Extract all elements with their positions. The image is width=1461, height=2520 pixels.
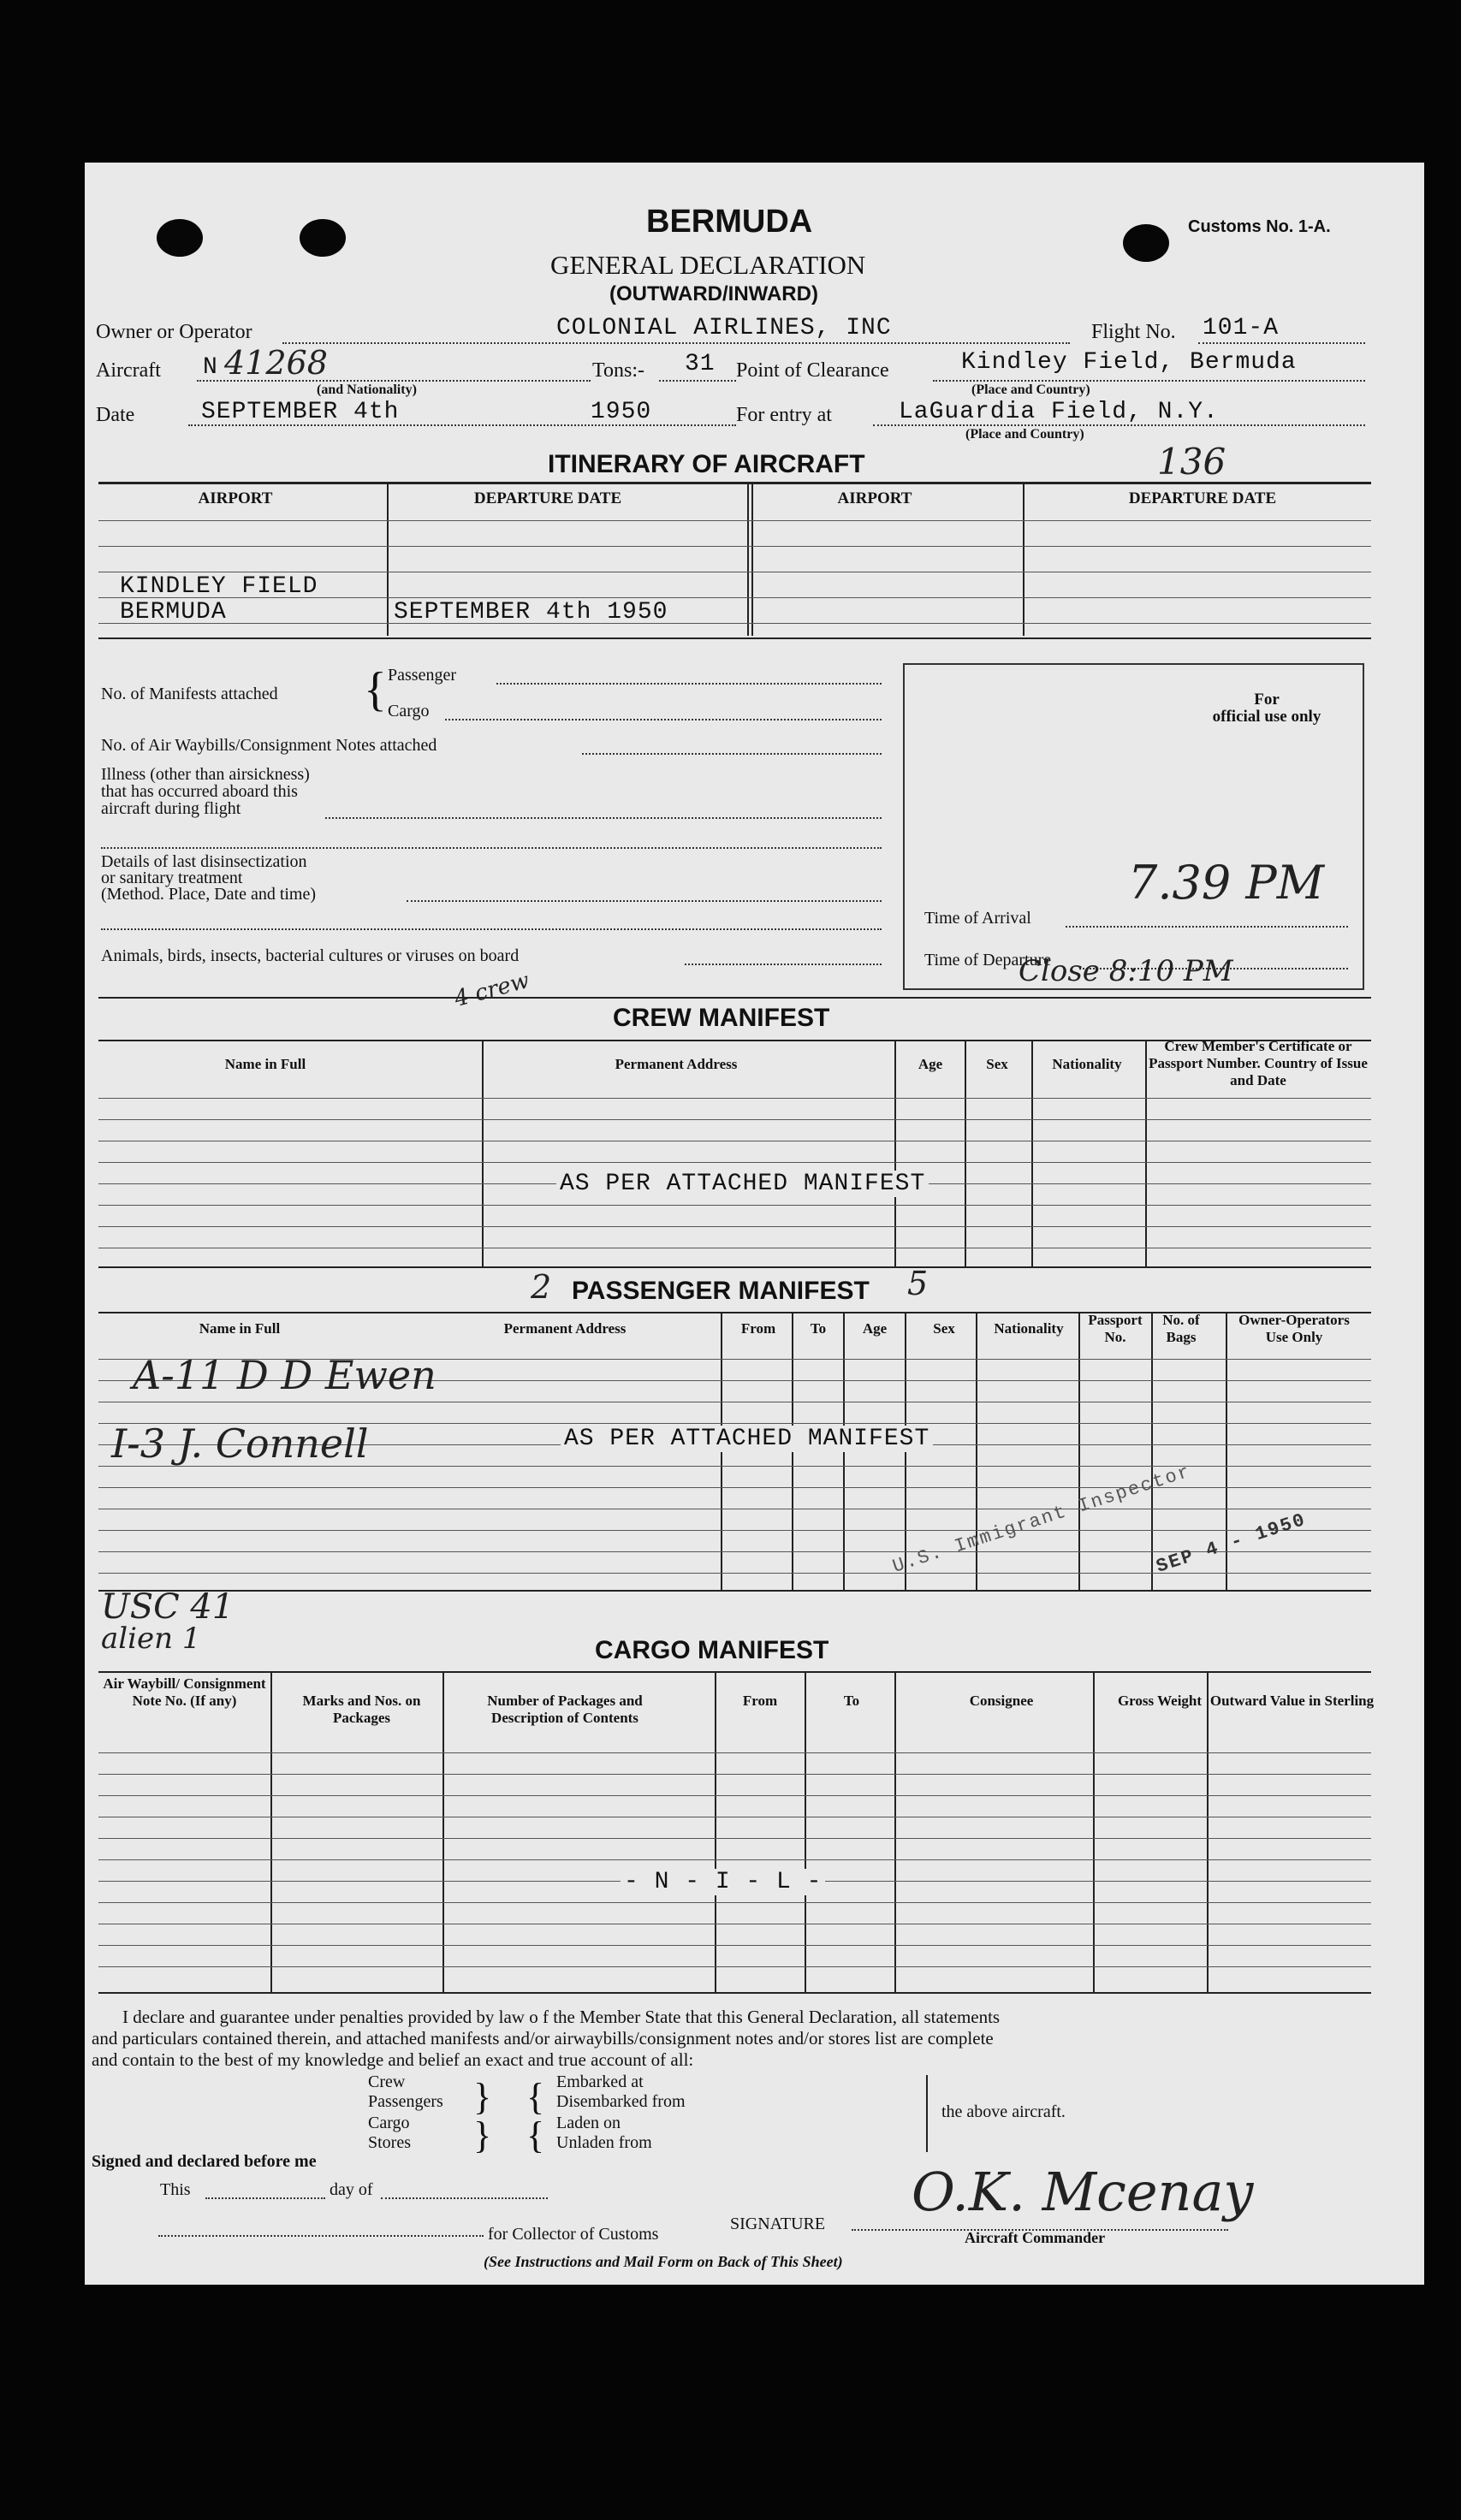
crew-col-sex: Sex <box>986 1056 1008 1072</box>
passenger-col-age: Age <box>862 1320 888 1337</box>
animals-label: Animals, birds, insects, bacterial cultures or viruses on board <box>101 946 520 965</box>
aircraft-label: Aircraft <box>96 359 161 382</box>
cargo-line <box>445 719 882 720</box>
crew-hand-note: 4 crew <box>451 967 532 1013</box>
illness-line <box>325 817 882 819</box>
waybills-line <box>582 753 882 755</box>
cargo-row-rule <box>98 1752 1371 1753</box>
entry-label: For entry at <box>736 404 832 426</box>
passenger-col-to: To <box>810 1320 827 1337</box>
passenger-col-owner: Owner-Operators Use Only <box>1238 1312 1350 1345</box>
form-subtitle: GENERAL DECLARATION <box>550 250 866 280</box>
date-value: SEPTEMBER 4th <box>201 399 400 425</box>
crew-col-divider <box>1031 1040 1033 1266</box>
customs-number: Customs No. 1-A. <box>1188 217 1331 236</box>
clearance-value: Kindley Field, Bermuda <box>961 349 1297 376</box>
cargo-col-number: Number of Packages and Description of Contents <box>487 1693 643 1726</box>
cargo-col-divider <box>715 1671 716 1992</box>
departure-label: Time of Departure <box>924 951 1052 969</box>
immigration-stamp-date: SEP 4 - 1950 <box>1154 1509 1310 1578</box>
cargo-col-consignee: Consignee <box>969 1693 1034 1709</box>
itinerary-col-divider <box>387 482 389 636</box>
brace: { <box>526 2076 545 2118</box>
passenger-hand-row-2: I-3 J. Connell <box>111 1420 369 1467</box>
day-of-line <box>381 2197 548 2199</box>
this-line <box>205 2197 325 2199</box>
cargo-col-divider <box>1207 1671 1209 1992</box>
cargo-title: CARGO MANIFEST <box>595 1636 829 1664</box>
cargo-col-from: From <box>742 1693 778 1709</box>
declaration-text-3: and contain to the best of my knowledge and belief an exact and true account of all: <box>92 2049 694 2070</box>
itinerary-title: ITINERARY OF AIRCRAFT <box>548 450 865 478</box>
commander-label: Aircraft Commander <box>965 2229 1106 2246</box>
itinerary-row2-date: SEPTEMBER 4th 1950 <box>394 599 668 626</box>
commander-signature: O.K. Mcenay <box>912 2161 1254 2223</box>
disinsect-line <box>101 928 882 930</box>
passenger-col-bags: No. of Bags <box>1162 1312 1200 1345</box>
declaration-crew: Crew <box>368 2072 406 2091</box>
cargo-body: - N - I - L - <box>621 1869 825 1895</box>
itinerary-row-rule <box>98 623 1371 624</box>
crew-col-address: Permanent Address <box>615 1056 738 1072</box>
tons-line <box>659 380 736 382</box>
declaration-text-1: I declare and guarantee under penalties provided by law o f the Member State that this General Declaration, all statements <box>122 2007 1001 2027</box>
nationality-note: (and Nationality) <box>317 382 417 397</box>
passenger-label: Passenger <box>388 666 456 685</box>
passenger-col-divider <box>1078 1312 1080 1590</box>
brace: } <box>473 2114 492 2156</box>
flight-value: 101-A <box>1203 315 1280 341</box>
no-manifests-label: No. of Manifests attached <box>101 685 278 703</box>
owner-label: Owner or Operator <box>96 321 252 343</box>
declaration-text-2: and particulars contained therein, and attached manifests and/or airwaybills/consignment notes and/or stores list are complete <box>92 2028 994 2049</box>
crew-row-rule <box>98 1205 1371 1206</box>
cargo-top-rule <box>98 1671 1371 1673</box>
cargo-col-marks: Marks and Nos. on Packages <box>302 1693 421 1726</box>
arrival-line <box>1066 926 1348 928</box>
crew-col-name: Name in Full <box>224 1056 306 1072</box>
declaration-laden: Laden on <box>556 2114 621 2132</box>
crew-col-divider <box>965 1040 966 1266</box>
itinerary-top-rule <box>98 482 1371 484</box>
crew-col-nationality: Nationality <box>1052 1056 1122 1072</box>
illness-label-2: that has occurred aboard this <box>101 782 298 801</box>
declaration-cargo: Cargo <box>368 2114 410 2132</box>
cargo-col-divider <box>442 1671 444 1992</box>
entry-note: (Place and Country) <box>965 427 1084 442</box>
passenger-col-address: Permanent Address <box>503 1320 627 1337</box>
cargo-row-rule <box>98 1795 1371 1796</box>
hand-number: 136 <box>1157 441 1226 483</box>
passenger-col-nationality: Nationality <box>994 1320 1064 1337</box>
owner-line <box>282 342 1070 344</box>
passenger-hand-alien: alien 1 <box>101 1622 201 1656</box>
crew-bottom-rule <box>98 1266 1371 1268</box>
waybills-label: No. of Air Waybills/Consignment Notes attached <box>101 736 437 755</box>
this-label: This <box>160 2180 191 2199</box>
passenger-col-name: Name in Full <box>199 1320 281 1337</box>
cargo-label: Cargo <box>388 702 430 720</box>
disinsect-line <box>407 900 882 902</box>
disinsect-label-2: or sanitary treatment <box>101 869 243 887</box>
passenger-col-divider <box>1151 1312 1153 1590</box>
passenger-hand-left: 2 <box>531 1268 552 1306</box>
owner-value: COLONIAL AIRLINES, INC <box>556 315 892 341</box>
entry-line <box>873 424 1365 426</box>
passenger-hand-usc: USC 41 <box>101 1587 235 1627</box>
signature-label: SIGNATURE <box>730 2215 826 2233</box>
date-line <box>188 424 736 426</box>
punch-hole <box>300 219 346 257</box>
itinerary-col-departure-2: DEPARTURE DATE <box>1128 489 1277 507</box>
passenger-col-sex: Sex <box>933 1320 955 1337</box>
passenger-col-passport: Passport No. <box>1088 1312 1143 1345</box>
cargo-row-rule <box>98 1838 1371 1839</box>
form-subtitle-2: (OUTWARD/INWARD) <box>609 282 818 305</box>
clearance-label: Point of Clearance <box>736 359 889 382</box>
crew-body: AS PER ATTACHED MANIFEST <box>556 1171 929 1197</box>
punch-hole <box>1123 224 1169 262</box>
disinsect-label-3: (Method. Place, Date and time) <box>101 885 317 904</box>
crew-col-divider <box>894 1040 896 1266</box>
itinerary-col-departure: DEPARTURE DATE <box>473 489 622 507</box>
itinerary-col-airport: AIRPORT <box>198 489 273 507</box>
arrival-hand: 7.39 PM <box>1128 856 1325 910</box>
cargo-row-rule <box>98 1966 1371 1967</box>
crew-col-cert: Crew Member's Certificate or Passport Number. Country of Issue and Date <box>1149 1038 1368 1088</box>
official-use-label: For official use only <box>1212 691 1321 726</box>
collector-line <box>158 2235 484 2237</box>
cargo-col-value: Outward Value in Sterling <box>1209 1693 1375 1709</box>
passenger-bottom-rule <box>98 1590 1371 1592</box>
animals-line <box>685 964 882 965</box>
itinerary-col-divider <box>747 482 749 636</box>
declaration-passengers: Passengers <box>368 2092 443 2111</box>
crew-col-age: Age <box>918 1056 943 1072</box>
brace: } <box>473 2076 492 2118</box>
declaration-stores: Stores <box>368 2133 411 2152</box>
collector-label: for Collector of Customs <box>488 2225 659 2244</box>
passenger-title: PASSENGER MANIFEST <box>572 1277 870 1305</box>
immigration-stamp: U.S. Immigrant Inspector <box>890 1461 1194 1578</box>
crew-title: CREW MANIFEST <box>613 1004 830 1032</box>
passenger-row-rule <box>98 1487 1371 1488</box>
tons-value: 31 <box>685 351 716 377</box>
declaration-above: the above aircraft. <box>941 2102 1066 2121</box>
passenger-body: AS PER ATTACHED MANIFEST <box>561 1426 933 1452</box>
declaration-disembarked: Disembarked from <box>556 2092 686 2111</box>
passenger-row-rule <box>98 1530 1371 1531</box>
crew-row-rule <box>98 1098 1371 1099</box>
year-value: 1950 <box>591 399 652 425</box>
aircraft-line <box>197 380 591 382</box>
cargo-row-rule <box>98 1902 1371 1903</box>
cargo-col-divider <box>805 1671 806 1992</box>
tons-label: Tons:- <box>592 359 644 382</box>
disinsect-label-1: Details of last disinsectization <box>101 852 307 871</box>
section-rule <box>98 997 1371 999</box>
cargo-bottom-rule <box>98 1992 1371 1994</box>
signed-label: Signed and declared before me <box>92 2152 317 2171</box>
cargo-col-divider <box>270 1671 272 1992</box>
cargo-col-waybill: Air Waybill/ Consignment Note No. (If any) <box>103 1675 266 1709</box>
cargo-col-divider <box>1093 1671 1095 1992</box>
passenger-col-from: From <box>740 1320 776 1337</box>
illness-label-1: Illness (other than airsickness) <box>101 765 310 784</box>
brace: { <box>526 2114 545 2156</box>
itinerary-row2-airport: BERMUDA <box>120 599 227 626</box>
crew-row-rule <box>98 1226 1371 1227</box>
crew-col-divider <box>1145 1040 1147 1266</box>
clearance-note: (Place and Country) <box>971 382 1090 397</box>
passenger-line <box>496 683 882 685</box>
itinerary-row1-airport: KINDLEY FIELD <box>120 573 318 600</box>
cargo-row-rule <box>98 1945 1371 1946</box>
itinerary-col-divider <box>751 482 753 636</box>
itinerary-col-divider <box>1023 482 1024 636</box>
brace: { <box>364 663 387 716</box>
cargo-col-divider <box>894 1671 896 1992</box>
bracket-line <box>926 2075 928 2152</box>
illness-label-3: aircraft during flight <box>101 799 241 818</box>
entry-value: LaGuardia Field, N.Y. <box>899 399 1219 425</box>
crew-row-rule <box>98 1119 1371 1120</box>
cargo-col-to: To <box>843 1693 860 1709</box>
declaration-unladen: Unladen from <box>556 2133 652 2152</box>
crew-col-divider <box>482 1040 484 1266</box>
aircraft-value: N <box>203 354 218 381</box>
departure-hand: Close 8:10 PM <box>1019 954 1233 988</box>
passenger-hand-row-1: A-11 D D Ewen <box>133 1352 437 1398</box>
cargo-row-rule <box>98 1859 1371 1860</box>
day-of-label: day of <box>330 2180 373 2199</box>
declaration-embarked: Embarked at <box>556 2072 644 2091</box>
illness-line <box>101 847 882 849</box>
clearance-line <box>933 380 1365 382</box>
cargo-row-rule <box>98 1774 1371 1775</box>
flight-line <box>1198 342 1365 344</box>
itinerary-bottom-rule <box>98 637 1371 639</box>
passenger-row-rule <box>98 1573 1371 1574</box>
itinerary-row-rule <box>98 546 1371 547</box>
cargo-col-gross: Gross Weight <box>1117 1693 1203 1709</box>
flight-label: Flight No. <box>1091 321 1176 343</box>
itinerary-col-airport-2: AIRPORT <box>837 489 912 507</box>
itinerary-row-rule <box>98 520 1371 521</box>
form-title: BERMUDA <box>646 204 813 240</box>
footer-note: (See Instructions and Mail Form on Back of This Sheet) <box>484 2253 843 2270</box>
crew-row-rule <box>98 1162 1371 1163</box>
passenger-hand-right: 5 <box>907 1265 929 1302</box>
aircraft-hand: 41268 <box>224 344 328 382</box>
date-label: Date <box>96 404 135 426</box>
arrival-label: Time of Arrival <box>924 909 1031 928</box>
punch-hole <box>157 219 203 257</box>
